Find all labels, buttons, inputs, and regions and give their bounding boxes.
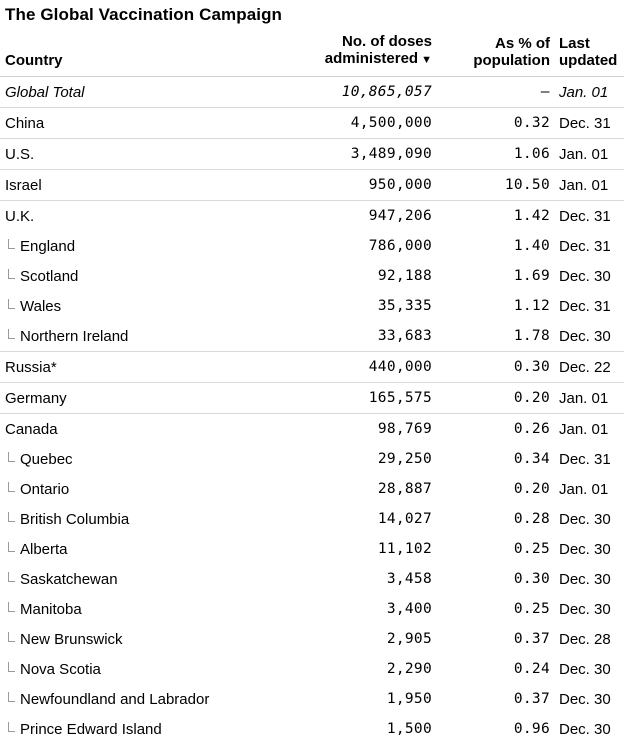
cell-population-pct: 0.30 <box>435 564 552 594</box>
country-name: Wales <box>20 298 61 315</box>
cell-population-pct: 0.25 <box>435 594 552 624</box>
cell-doses: 11,102 <box>300 534 435 564</box>
cell-country <box>0 564 300 594</box>
cell-population-pct: 1.40 <box>435 231 552 261</box>
cell-country <box>0 684 300 714</box>
cell-doses: 2,905 <box>300 624 435 654</box>
country-name: Saskatchewan <box>20 571 118 588</box>
cell-last-updated: Dec. 30 <box>552 684 624 714</box>
subregion-indent-icon <box>8 632 15 642</box>
table-row <box>0 684 624 714</box>
vaccination-table <box>0 29 624 744</box>
country-name: New Brunswick <box>20 631 123 648</box>
cell-doses: 1,500 <box>300 714 435 744</box>
cell-last-updated: Jan. 01 <box>552 383 624 414</box>
cell-doses: 4,500,000 <box>300 108 435 139</box>
cell-country <box>0 504 300 534</box>
cell-country <box>0 414 300 445</box>
cell-country <box>0 139 300 170</box>
subregion-indent-icon <box>8 572 15 582</box>
country-name: Israel <box>5 177 42 194</box>
cell-country <box>0 624 300 654</box>
cell-population-pct: 0.32 <box>435 108 552 139</box>
table-row <box>0 201 624 232</box>
cell-country <box>0 170 300 201</box>
cell-doses: 35,335 <box>300 291 435 321</box>
cell-population-pct: 0.37 <box>435 684 552 714</box>
table-row <box>0 444 624 474</box>
column-header-date-line2: updated <box>559 52 617 69</box>
cell-population-pct: – <box>435 77 552 108</box>
country-name: Nova Scotia <box>20 661 101 678</box>
table-row <box>0 170 624 201</box>
cell-last-updated: Dec. 30 <box>552 534 624 564</box>
column-header-population-pct[interactable] <box>435 29 552 77</box>
column-header-doses[interactable] <box>300 29 435 77</box>
table-row <box>0 414 624 445</box>
subregion-indent-icon <box>8 482 15 492</box>
cell-country <box>0 534 300 564</box>
cell-doses: 440,000 <box>300 352 435 383</box>
cell-population-pct: 10.50 <box>435 170 552 201</box>
table-row <box>0 108 624 139</box>
subregion-indent-icon <box>8 722 15 732</box>
cell-population-pct: 1.78 <box>435 321 552 352</box>
cell-doses: 165,575 <box>300 383 435 414</box>
country-name: China <box>5 115 44 132</box>
cell-country <box>0 77 300 108</box>
cell-country <box>0 383 300 414</box>
country-name: Germany <box>5 390 67 407</box>
cell-doses: 33,683 <box>300 321 435 352</box>
cell-country <box>0 201 300 232</box>
cell-population-pct: 1.42 <box>435 201 552 232</box>
country-name: Manitoba <box>20 601 82 618</box>
cell-last-updated: Dec. 31 <box>552 108 624 139</box>
table-row <box>0 534 624 564</box>
table-row <box>0 474 624 504</box>
subregion-indent-icon <box>8 329 15 339</box>
cell-last-updated: Dec. 31 <box>552 444 624 474</box>
cell-population-pct: 0.34 <box>435 444 552 474</box>
subregion-indent-icon <box>8 452 15 462</box>
cell-country <box>0 108 300 139</box>
cell-doses: 92,188 <box>300 261 435 291</box>
country-name: Prince Edward Island <box>20 721 162 738</box>
country-name: U.K. <box>5 208 34 225</box>
table-row <box>0 139 624 170</box>
country-name: Canada <box>5 421 58 438</box>
cell-doses: 3,458 <box>300 564 435 594</box>
cell-population-pct: 0.24 <box>435 654 552 684</box>
cell-last-updated: Jan. 01 <box>552 414 624 445</box>
cell-doses: 2,290 <box>300 654 435 684</box>
subregion-indent-icon <box>8 239 15 249</box>
cell-last-updated: Dec. 30 <box>552 261 624 291</box>
table-row <box>0 383 624 414</box>
cell-population-pct: 0.20 <box>435 383 552 414</box>
table-row <box>0 291 624 321</box>
cell-population-pct: 0.28 <box>435 504 552 534</box>
cell-population-pct: 0.96 <box>435 714 552 744</box>
cell-population-pct: 1.12 <box>435 291 552 321</box>
table-row <box>0 77 624 108</box>
country-name: U.S. <box>5 146 34 163</box>
subregion-indent-icon <box>8 512 15 522</box>
subregion-indent-icon <box>8 662 15 672</box>
cell-doses: 98,769 <box>300 414 435 445</box>
table-row <box>0 654 624 684</box>
subregion-indent-icon <box>8 542 15 552</box>
column-header-doses-line1: No. of doses <box>342 33 432 50</box>
country-name: Ontario <box>20 481 69 498</box>
column-header-country-label: Country <box>5 52 63 69</box>
country-name: England <box>20 238 75 255</box>
sort-descending-icon: ▼ <box>421 54 432 66</box>
country-name: Scotland <box>20 268 78 285</box>
country-name: Newfoundland and Labrador <box>20 691 209 708</box>
cell-last-updated: Dec. 31 <box>552 291 624 321</box>
cell-last-updated: Jan. 01 <box>552 77 624 108</box>
cell-last-updated: Dec. 30 <box>552 654 624 684</box>
cell-population-pct: 1.69 <box>435 261 552 291</box>
subregion-indent-icon <box>8 299 15 309</box>
cell-country <box>0 594 300 624</box>
country-name: Global Total <box>5 84 85 101</box>
table-row <box>0 261 624 291</box>
table-row <box>0 594 624 624</box>
cell-country <box>0 474 300 504</box>
table-row <box>0 321 624 352</box>
country-name: Northern Ireland <box>20 328 128 345</box>
cell-last-updated: Dec. 30 <box>552 714 624 744</box>
cell-last-updated: Dec. 30 <box>552 321 624 352</box>
subregion-indent-icon <box>8 602 15 612</box>
cell-population-pct: 0.37 <box>435 624 552 654</box>
cell-doses: 29,250 <box>300 444 435 474</box>
cell-last-updated: Dec. 31 <box>552 201 624 232</box>
table-row <box>0 352 624 383</box>
cell-country <box>0 714 300 744</box>
cell-last-updated: Dec. 28 <box>552 624 624 654</box>
subregion-indent-icon <box>8 692 15 702</box>
column-header-pct-line2: population <box>473 52 550 69</box>
table-row <box>0 564 624 594</box>
cell-doses: 3,400 <box>300 594 435 624</box>
cell-doses: 950,000 <box>300 170 435 201</box>
cell-country <box>0 231 300 261</box>
cell-last-updated: Dec. 22 <box>552 352 624 383</box>
cell-country <box>0 654 300 684</box>
cell-last-updated: Dec. 31 <box>552 231 624 261</box>
column-header-country[interactable] <box>0 29 300 77</box>
cell-population-pct: 0.25 <box>435 534 552 564</box>
cell-last-updated: Dec. 30 <box>552 504 624 534</box>
cell-doses: 10,865,057 <box>300 77 435 108</box>
column-header-pct-line1: As % of <box>495 35 550 52</box>
table-body <box>0 77 624 744</box>
country-name: Alberta <box>20 541 68 558</box>
cell-last-updated: Jan. 01 <box>552 139 624 170</box>
cell-population-pct: 0.20 <box>435 474 552 504</box>
table-row <box>0 624 624 654</box>
cell-country <box>0 444 300 474</box>
cell-country <box>0 352 300 383</box>
cell-population-pct: 0.26 <box>435 414 552 445</box>
cell-last-updated: Jan. 01 <box>552 170 624 201</box>
cell-last-updated: Dec. 30 <box>552 564 624 594</box>
column-header-last-updated[interactable] <box>552 29 624 77</box>
cell-doses: 3,489,090 <box>300 139 435 170</box>
cell-country <box>0 291 300 321</box>
cell-country <box>0 261 300 291</box>
column-header-doses-line2: administered <box>325 50 418 67</box>
table-row <box>0 231 624 261</box>
country-name: Russia* <box>5 359 57 376</box>
cell-last-updated: Dec. 30 <box>552 594 624 624</box>
cell-last-updated: Jan. 01 <box>552 474 624 504</box>
table-row <box>0 714 624 744</box>
cell-doses: 947,206 <box>300 201 435 232</box>
cell-doses: 14,027 <box>300 504 435 534</box>
cell-doses: 28,887 <box>300 474 435 504</box>
table-title: The Global Vaccination Campaign <box>5 5 282 25</box>
table-row <box>0 504 624 534</box>
table-header <box>0 29 624 77</box>
cell-country <box>0 321 300 352</box>
column-header-date-line1: Last <box>559 35 590 52</box>
cell-doses: 1,950 <box>300 684 435 714</box>
cell-population-pct: 0.30 <box>435 352 552 383</box>
cell-population-pct: 1.06 <box>435 139 552 170</box>
country-name: Quebec <box>20 451 73 468</box>
country-name: British Columbia <box>20 511 129 528</box>
cell-doses: 786,000 <box>300 231 435 261</box>
subregion-indent-icon <box>8 269 15 279</box>
